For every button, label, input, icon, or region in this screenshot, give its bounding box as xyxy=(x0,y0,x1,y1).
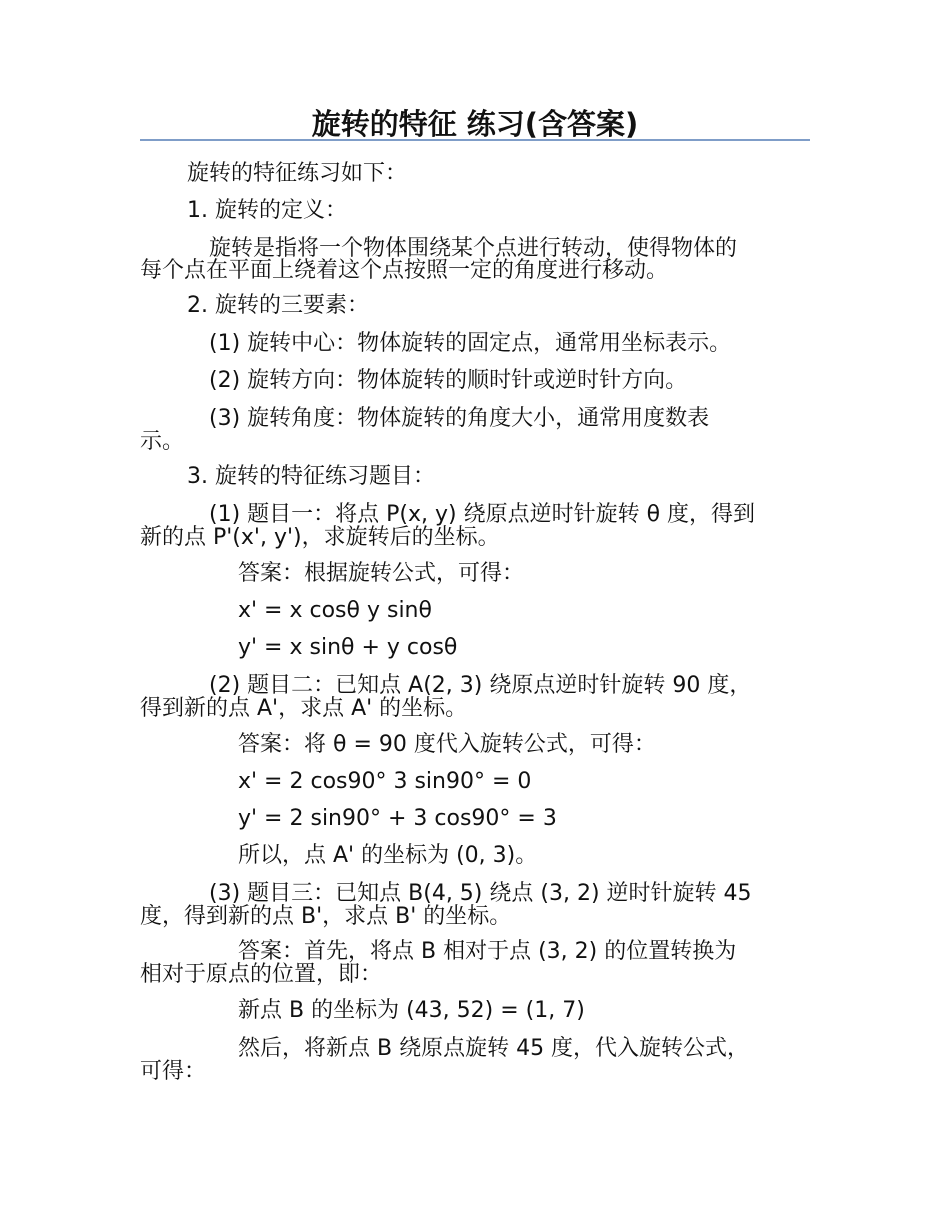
paragraph-line: 每个点在平面上绕着这个点按照一定的角度进行移动。 xyxy=(140,258,669,283)
title-underline xyxy=(140,139,810,141)
answer-line: 然后，将新点 B 绕原点旋转 45 度，代入旋转公式， xyxy=(238,1036,750,1061)
formula-line: x' = x cosθ y sinθ xyxy=(238,598,432,623)
section-heading-exercises: 3. 旋转的特征练习题目： xyxy=(187,464,435,489)
question-line: 得到新的点 A'，求点 A' 的坐标。 xyxy=(140,696,468,721)
answer-line: 新点 B 的坐标为 (43, 52) = (1, 7) xyxy=(238,998,585,1023)
question-line: (1) 题目一：将点 P(x, y) 绕原点逆时针旋转 θ 度，得到 xyxy=(209,502,756,527)
formula-line: x' = 2 cos90° 3 sin90° = 0 xyxy=(238,769,532,794)
paragraph-line: 旋转是指将一个物体围绕某个点进行转动，使得物体的 xyxy=(209,236,738,261)
question-line: 度，得到新的点 B'，求点 B' 的坐标。 xyxy=(140,904,512,929)
answer-line: 答案：将 θ = 90 度代入旋转公式，可得： xyxy=(238,732,656,757)
question-line: (3) 题目三：已知点 B(4, 5) 绕点 (3, 2) 逆时针旋转 45 xyxy=(209,881,752,906)
formula-line: y' = 2 sin90° + 3 cos90° = 3 xyxy=(238,806,557,831)
answer-line: 答案：首先，将点 B 相对于点 (3, 2) 的位置转换为 xyxy=(238,939,737,964)
section-heading-elements: 2. 旋转的三要素： xyxy=(187,293,369,318)
paragraph-line: 示。 xyxy=(140,429,185,454)
list-item: (3) 旋转角度：物体旋转的角度大小，通常用度数表 xyxy=(209,406,710,431)
answer-line: 相对于原点的位置，即： xyxy=(140,962,383,987)
intro-line: 旋转的特征练习如下： xyxy=(187,161,408,186)
answer-line: 所以，点 A' 的坐标为 (0, 3)。 xyxy=(238,843,538,868)
formula-line: y' = x sinθ + y cosθ xyxy=(238,635,458,660)
answer-line: 答案：根据旋转公式，可得： xyxy=(238,561,525,586)
question-line: (2) 题目二：已知点 A(2, 3) 绕原点逆时针旋转 90 度， xyxy=(209,673,752,698)
answer-line: 可得： xyxy=(140,1059,207,1084)
document-title: 旋转的特征 练习(含答案) xyxy=(311,107,639,141)
section-heading-definition: 1. 旋转的定义： xyxy=(187,198,347,223)
list-item: (1) 旋转中心：物体旋转的固定点，通常用坐标表示。 xyxy=(209,331,732,356)
list-item: (2) 旋转方向：物体旋转的顺时针或逆时针方向。 xyxy=(209,368,688,393)
question-line: 新的点 P'(x', y')，求旋转后的坐标。 xyxy=(140,525,500,550)
